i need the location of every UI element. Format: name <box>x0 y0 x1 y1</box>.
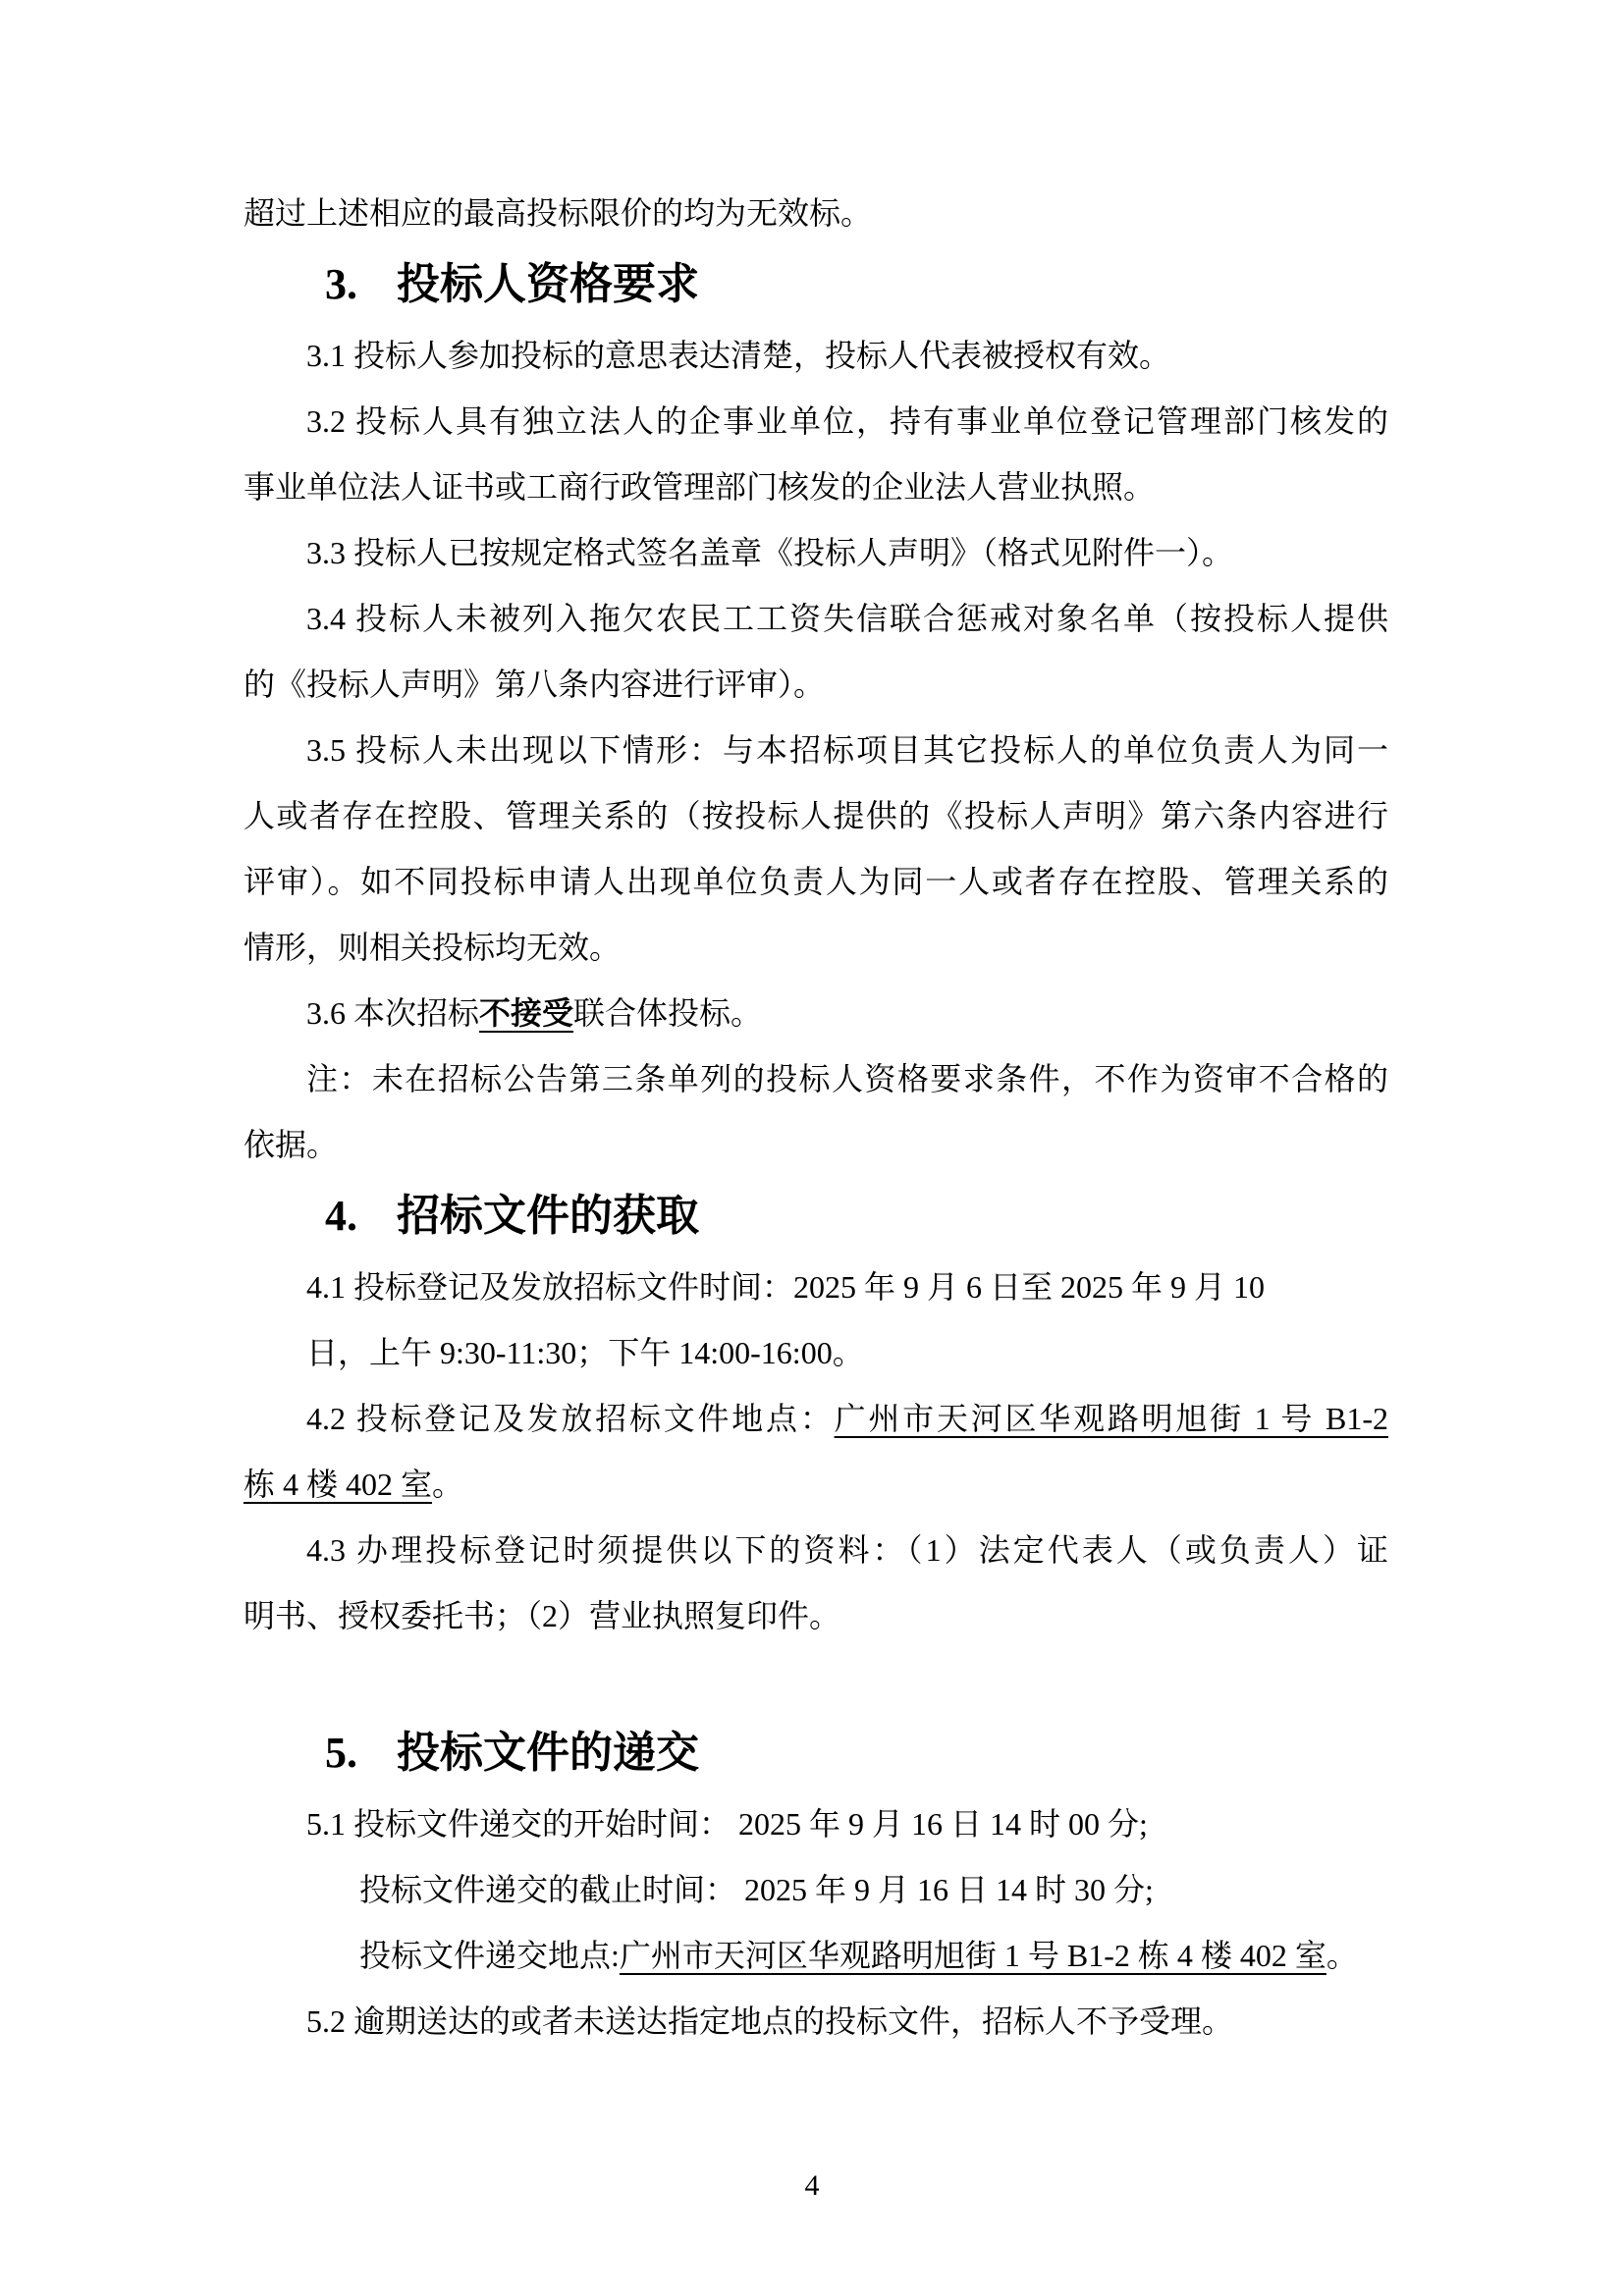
clause-3-6-emphasis: 不接受 <box>479 995 574 1031</box>
clause-5-1-address: 广州市天河区华观路明旭街 1 号 B1-2 栋 4 楼 402 室 <box>619 1938 1326 1973</box>
section-3-note-line-2: 依据。 <box>244 1127 339 1162</box>
section-5-heading <box>325 1715 1388 1791</box>
clause-4-1-line-2: 日，上午 9:30-11:30；下午 14:00-16:00。 <box>306 1335 864 1370</box>
heading-title: 投标文件的递交 <box>397 1729 699 1777</box>
clause-5-1-location <box>359 1923 1388 1989</box>
page-number: 4 <box>804 2169 820 2202</box>
clause-3-5-line-1: 3.5 投标人未出现以下情形：与本招标项目其它投标人的单位负责人为同一 <box>306 732 1388 768</box>
clause-4-2-tail: 。 <box>432 1467 464 1502</box>
clause-3-2-line-1: 3.2 投标人具有独立法人的企事业单位，持有事业单位登记管理部门核发的 <box>306 403 1388 439</box>
clause-4-1-line-1: 4.1 投标登记及发放招标文件时间：2025 年 9 月 6 日至 2025 年 9 月 10 <box>306 1269 1266 1305</box>
clause-3-6 <box>244 981 1388 1046</box>
clause-3-2-line-2: 事业单位法人证书或工商行政管理部门核发的企业法人营业执照。 <box>244 469 1156 505</box>
clause-3-5-line-3: 评审）。如不同投标申请人出现单位负责人为同一人或者存在控股、管理关系的 <box>244 864 1388 899</box>
clause-4-2-text: 4.2 投标登记及发放招标文件地点： <box>306 1401 835 1436</box>
clause-5-1-location-label: 投标文件递交地点: <box>359 1938 620 1973</box>
section-3-heading <box>325 246 1388 323</box>
clause-3-4-line-1: 3.4 投标人未被列入拖欠农民工工资失信联合惩戒对象名单（按投标人提供 <box>306 601 1388 636</box>
clause-5-1-deadline: 投标文件递交的截止时间： 2025 年 9 月 16 日 14 时 30 分; <box>359 1872 1154 1907</box>
section-4-heading <box>325 1178 1388 1255</box>
clause-3-6-tail: 联合体投标。 <box>573 995 763 1031</box>
clause-4-2-line-2 <box>244 1452 1388 1518</box>
clause-4-2-line-1 <box>244 1386 1388 1452</box>
heading-title: 招标文件的获取 <box>397 1192 699 1240</box>
clause-3-1: 3.1 投标人参加投标的意思表达清楚，投标人代表被授权有效。 <box>306 338 1171 373</box>
page-content <box>244 181 1388 2055</box>
clause-5-1-tail: 。 <box>1326 1938 1358 1973</box>
clause-3-5-line-4: 情形，则相关投标均无效。 <box>244 930 622 965</box>
clause-3-3: 3.3 投标人已按规定格式签名盖章《投标人声明》（格式见附件一）。 <box>306 535 1234 570</box>
clause-5-1-start-time: 5.1 投标文件递交的开始时间： 2025 年 9 月 16 日 14 时 00 分; <box>306 1806 1148 1842</box>
clause-3-6-text: 3.6 本次招标 <box>306 995 480 1031</box>
heading-number: 5. <box>325 1729 357 1777</box>
clause-4-2-address-part-1: 广州市天河区华观路明旭街 1 号 B1-2 <box>834 1401 1388 1436</box>
clause-3-4-line-2: 的《投标人声明》第八条内容进行评审）。 <box>244 667 826 702</box>
clause-4-2-address-part-2: 栋 4 楼 402 室 <box>244 1467 433 1502</box>
section-3-note-line-1: 注：未在招标公告第三条单列的投标人资格要求条件，不作为资审不合格的 <box>306 1061 1388 1096</box>
heading-number: 4. <box>325 1192 357 1240</box>
clause-5-2: 5.2 逾期送达的或者未送达指定地点的投标文件，招标人不予受理。 <box>306 2003 1234 2039</box>
clause-3-5-line-2: 人或者存在控股、管理关系的（按投标人提供的《投标人声明》第六条内容进行 <box>244 798 1388 833</box>
clause-4-3-line-1: 4.3 办理投标登记时须提供以下的资料：（1）法定代表人（或负责人）证 <box>306 1532 1388 1568</box>
clause-4-3-line-2: 明书、授权委托书；（2）营业执照复印件。 <box>244 1598 841 1633</box>
heading-title: 投标人资格要求 <box>397 260 699 308</box>
blank-line <box>244 1649 1388 1715</box>
paragraph-continuation: 超过上述相应的最高投标限价的均为无效标。 <box>244 195 873 231</box>
heading-number: 3. <box>325 260 357 308</box>
